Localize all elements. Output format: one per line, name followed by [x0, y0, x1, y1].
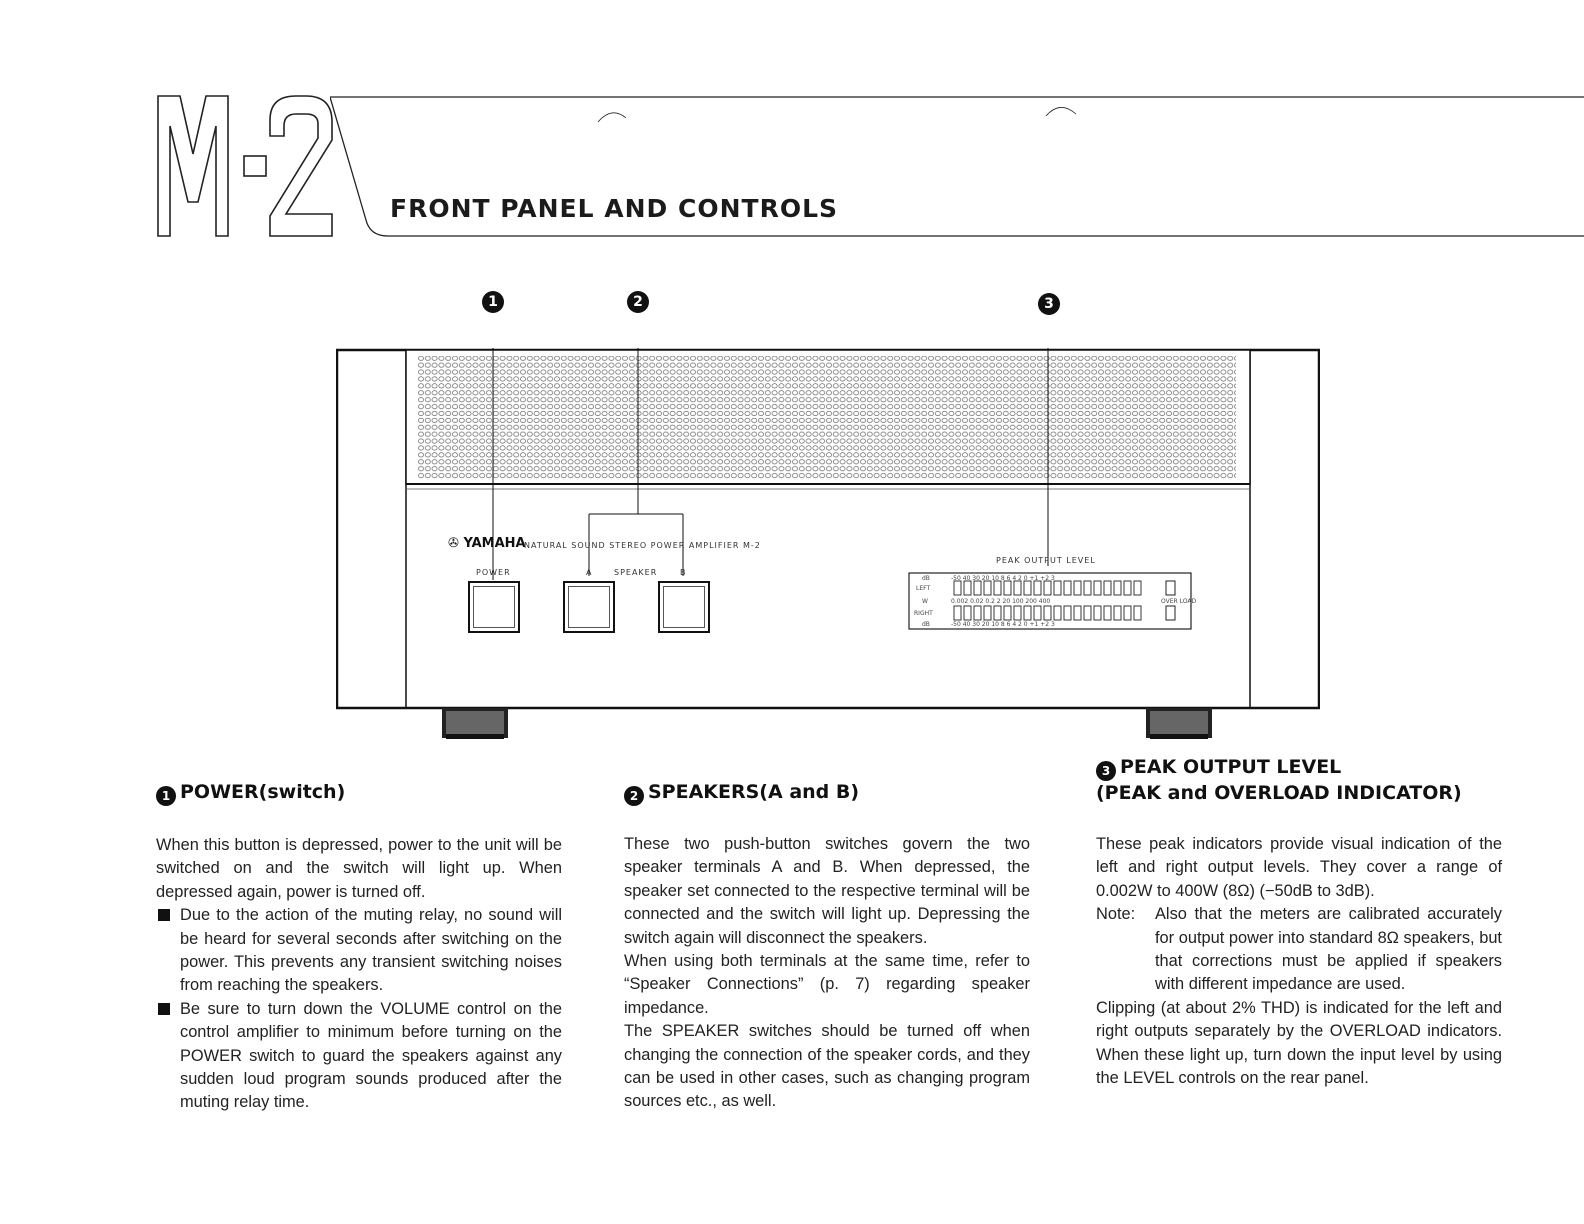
power-bullet-2: Be sure to turn down the VOLUME control on the control amplifier to minimum before turning on the POWER switch to guard the speakers against any sudden loud program sounds produced after the muting relay time.: [156, 998, 562, 1115]
section-power-number: 1: [156, 786, 176, 806]
speakers-paragraph-2: When using both terminals at the same time, refer to “Speaker Connections” (p. 7) regarding speaker impedance.: [624, 952, 1030, 1017]
page-title: FRONT PANEL AND CONTROLS: [390, 194, 839, 223]
peak-note-label: Note:: [1096, 905, 1136, 924]
speaker-label: SPEAKER: [614, 568, 658, 577]
peak-note: [1096, 903, 1502, 997]
callout-1: 1: [482, 291, 504, 313]
meter-title: PEAK OUTPUT LEVEL: [996, 556, 1096, 565]
section-peak-body: [1096, 833, 1502, 1090]
speaker-a-label: A: [586, 568, 593, 577]
power-bullet-1: Due to the action of the muting relay, no sound will be heard for several seconds after switching on the power. This prevents any transient switching noises from reaching the speakers.: [156, 904, 562, 998]
meter-db-scale-top: -50 40 30 20 10 8 6 4 2 0 +1 +2 3: [951, 575, 1055, 582]
peak-outro: Clipping (at about 2% THD) is indicated for the left and right outputs separately by the OVERLOAD indicators. When these light up, turn down the input level by using the LEVEL controls on the rear panel.: [1096, 998, 1502, 1088]
section-speakers-title: SPEAKERS(A and B): [648, 781, 860, 803]
power-paragraph: When this button is depressed, power to the unit will be switched on and the switch will light up. When depressed again, power is turned off.: [156, 836, 562, 901]
power-button[interactable]: [468, 581, 520, 633]
meter-db-label-bottom: dB: [922, 621, 930, 628]
yamaha-emblem-icon: ✇: [448, 536, 459, 551]
section-peak-subheading: (PEAK and OVERLOAD INDICATOR): [1096, 782, 1462, 804]
callout-2: 2: [627, 291, 649, 313]
section-speakers-heading: [624, 780, 1030, 806]
power-label: POWER: [476, 568, 511, 577]
section-power: [156, 780, 562, 1115]
section-power-heading: [156, 780, 562, 806]
meter-db-label: dB: [922, 575, 930, 582]
model-line: NATURAL SOUND STEREO POWER AMPLIFIER M-2: [524, 541, 761, 550]
section-power-title: POWER(switch): [180, 781, 346, 803]
section-peak-title-1: PEAK OUTPUT LEVEL: [1120, 756, 1342, 778]
section-power-body: [156, 834, 562, 1115]
section-speakers-body: [624, 833, 1030, 1114]
section-speakers: [624, 780, 1030, 1114]
callout-3: 3: [1038, 293, 1060, 315]
meter-w-scale: 0.002 0.02 0.2 2 20 100 200 400: [951, 598, 1051, 605]
meter-left-label: LEFT: [916, 585, 931, 592]
peak-note-text: Also that the meters are calibrated accurately for output power into standard 8Ω speakers, but that corrections must be applied if speakers with different impedance are used.: [1155, 905, 1502, 994]
section-speakers-number: 2: [624, 786, 644, 806]
meter-right-label: RIGHT: [914, 610, 933, 617]
section-peak-number: 3: [1096, 761, 1116, 781]
meter-overload-label: OVER LOAD: [1161, 598, 1197, 605]
section-peak-output: [1096, 755, 1502, 1090]
amplifier-front-panel: [336, 348, 1320, 744]
meter-w-label: W: [922, 598, 928, 605]
speaker-a-button[interactable]: [563, 581, 615, 633]
speaker-b-button[interactable]: [658, 581, 710, 633]
yamaha-brand: [448, 536, 526, 551]
speakers-paragraph-1: These two push-button switches govern the two speaker terminals A and B. When depressed, the speaker set connected to the respective terminal will be connected and the switch will light up. Depressing the switch again will disconnect the speakers.: [624, 835, 1030, 947]
section-peak-heading: [1096, 755, 1502, 781]
model-logo: [156, 92, 336, 242]
speaker-b-label: B: [680, 568, 687, 577]
brand-text: YAMAHA: [463, 536, 526, 551]
peak-intro: These peak indicators provide visual indication of the left and right output levels. They cover a range of 0.002W to 400W (8Ω) (−50dB to 3dB).: [1096, 835, 1502, 900]
speakers-paragraph-3: The SPEAKER switches should be turned off when changing the connection of the speaker cords, and they can be used in other cases, such as changing program sources etc., as well.: [624, 1022, 1030, 1111]
meter-db-scale-bottom: -50 40 30 20 10 8 6 4 2 0 +1 +2 3: [951, 621, 1055, 628]
